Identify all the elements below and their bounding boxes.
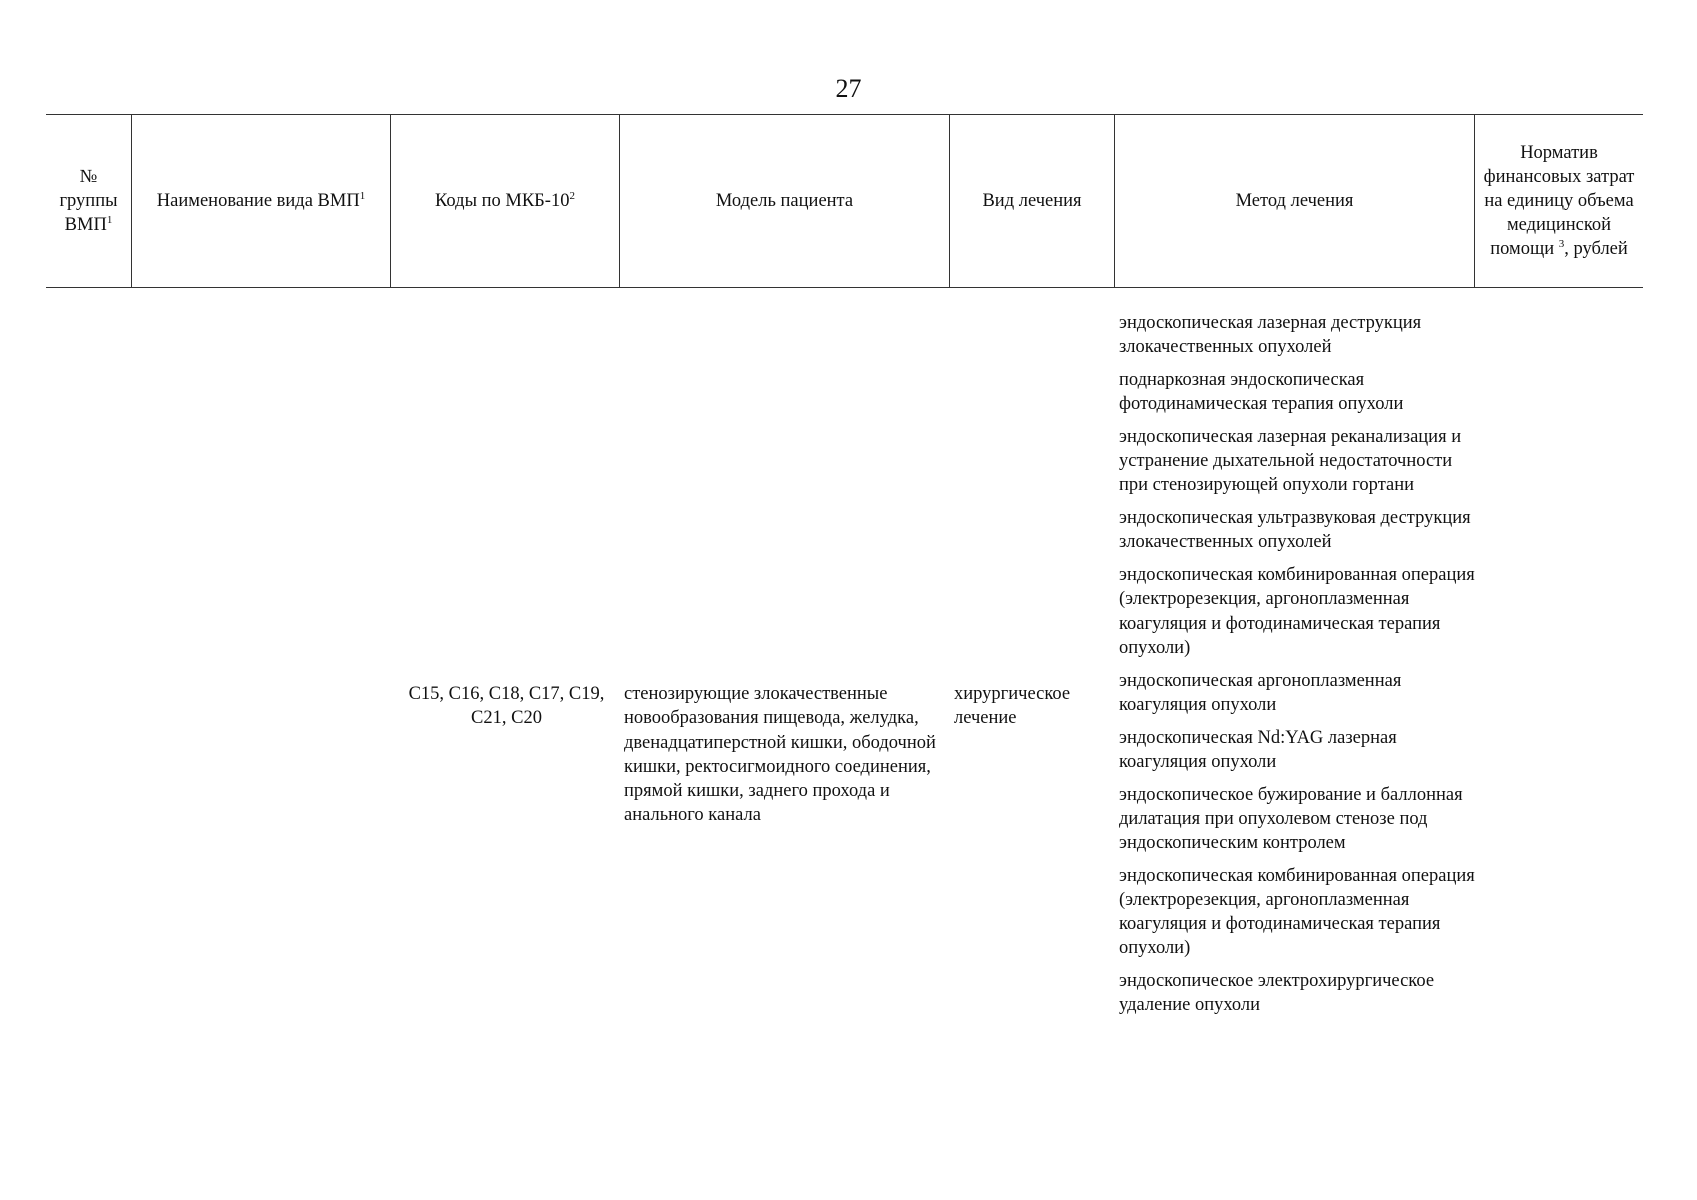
header-group-number-label: № группы ВМП: [59, 167, 118, 235]
method-item: эндоскопическая комбинированная операция (электрорезекция, аргоноплазменная коагуляция и фотодинамическая терапия опухоли): [1119, 865, 1475, 959]
table-header: [46, 114, 1643, 288]
header-patient-model-label: Модель пациента: [715, 191, 854, 211]
method-item: эндоскопическая ультразвуковая деструкция злокачественных опухолей: [1119, 508, 1471, 553]
header-vmp-name-label: Наименование вида ВМП: [156, 191, 360, 211]
method-item: эндоскопическая комбинированная операция (электрорезекция, аргоноплазменная коагуляция и фотодинамическая терапия опухоли): [1119, 565, 1475, 658]
header-group-number: [46, 115, 132, 287]
header-vmp-name: [132, 115, 391, 287]
footnote-ref: 3: [1558, 237, 1565, 250]
treatment-methods-list: [1119, 311, 1475, 1026]
header-cost-norm-suffix: , рублей: [1564, 239, 1628, 259]
method-item: эндоскопическое электрохирургическое удаление опухоли: [1119, 971, 1435, 1016]
patient-model-cell: стенозирующие злокачественные новообразования пищевода, желудка, двенадцатиперстной кишки, ободочной кишки, ректосигмоидного соединения, прямой кишки, заднего прохода и анального канала: [624, 684, 936, 826]
header-patient-model: [620, 115, 950, 287]
method-item: эндоскопическое бужирование и баллонная дилатация при опухолевом стенозе под эндоскопическим контролем: [1119, 784, 1463, 854]
method-item: эндоскопическая лазерная реканализация и устранение дыхательной недостаточности при стенозирующей опухоли гортани: [1119, 427, 1462, 496]
header-icd-codes: [391, 115, 620, 287]
footnote-ref: 1: [106, 213, 113, 226]
header-treatment-type: [950, 115, 1115, 287]
method-item: эндоскопическая аргоноплазменная коагуляция опухоли: [1119, 670, 1402, 715]
icd-codes-cell: C15, C16, C18, C17, C19, C21, C20: [408, 684, 605, 728]
footnote-ref: 2: [569, 189, 575, 202]
method-item: поднаркозная эндоскопическая фотодинамическая терапия опухоли: [1119, 370, 1404, 415]
header-cost-norm: [1475, 115, 1643, 287]
treatment-type-cell: хирургическое лечение: [954, 684, 1071, 728]
header-cost-norm-label: Норматив финансовых затрат на единицу объема медицинской помощи: [1483, 143, 1635, 259]
header-treatment-method-label: Метод лечения: [1235, 191, 1354, 211]
header-treatment-type-label: Вид лечения: [982, 191, 1082, 211]
page-number: 27: [835, 74, 862, 103]
method-item: эндоскопическая Nd:YAG лазерная коагуляция опухоли: [1119, 727, 1397, 772]
footnote-ref: 1: [359, 189, 366, 202]
header-icd-codes-label: Коды по МКБ-10: [435, 191, 570, 211]
header-treatment-method: [1115, 115, 1475, 287]
method-item: эндоскопическая лазерная деструкция злокачественных опухолей: [1119, 313, 1422, 358]
